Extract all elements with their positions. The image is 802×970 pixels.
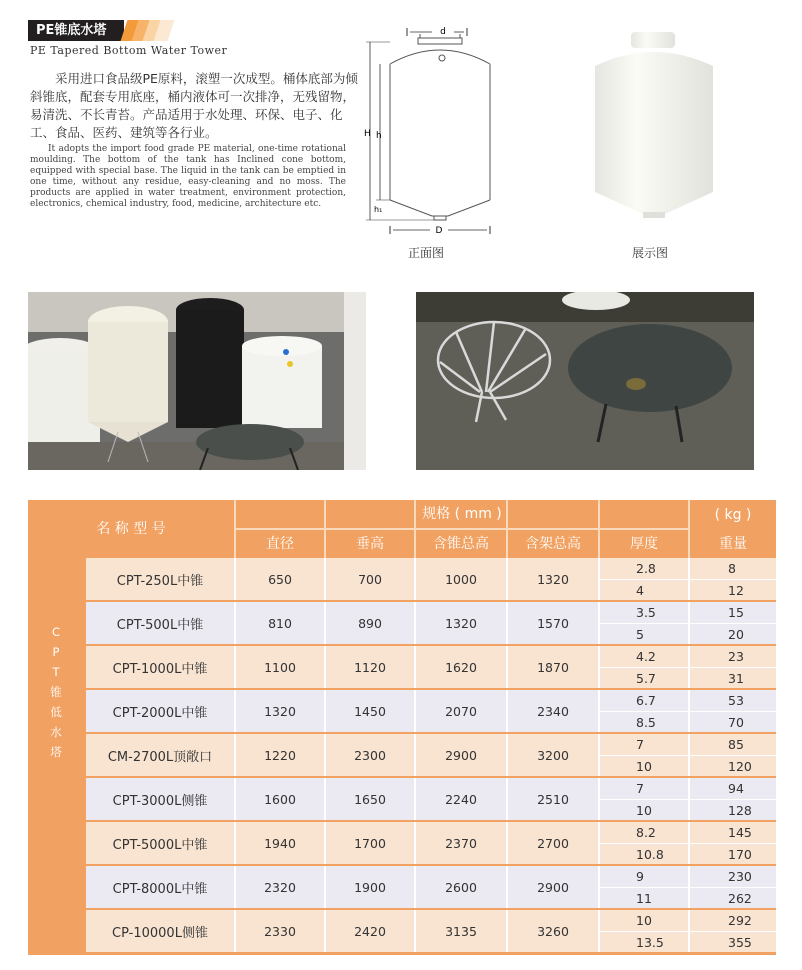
spec-cell: 2070	[445, 703, 477, 719]
cell-divider	[414, 822, 416, 864]
cell-divider	[598, 866, 600, 908]
spec-cell: 1450	[354, 703, 386, 719]
cell-divider	[688, 690, 690, 732]
cell-divider	[234, 690, 236, 732]
weight-cell: 262	[728, 891, 752, 906]
spec-cell: 1100	[264, 659, 296, 675]
spec-cell: 1220	[264, 747, 296, 763]
header-divider	[234, 528, 688, 530]
spec-cell: 2240	[445, 791, 477, 807]
cell-divider	[688, 910, 690, 952]
cell-divider	[414, 558, 416, 600]
cell-divider	[324, 558, 326, 600]
weight-cell: 230	[728, 869, 752, 884]
cell-divider	[688, 558, 690, 600]
series-label-char: C	[51, 625, 61, 639]
thickness-cell: 8.5	[636, 715, 656, 730]
weight-cell: 53	[728, 693, 744, 708]
column-header: 厚度	[630, 536, 658, 552]
cell-divider	[324, 910, 326, 952]
cone-base-photo	[416, 292, 754, 470]
spec-cell: 2420	[354, 923, 386, 939]
cell-divider	[598, 778, 600, 820]
spec-cell: 1940	[264, 835, 296, 851]
model-cell: CPT-1000L中锥	[112, 661, 208, 677]
cell-divider	[506, 866, 508, 908]
weight-cell: 70	[728, 715, 744, 730]
thickness-cell: 4	[636, 583, 644, 598]
spec-cell: 2700	[537, 835, 569, 851]
cell-divider	[414, 602, 416, 644]
cell-divider	[688, 734, 690, 776]
thickness-cell: 10	[636, 759, 652, 774]
front-view-caption: 正面图	[408, 246, 445, 260]
cell-divider	[414, 690, 416, 732]
thickness-cell: 2.8	[636, 561, 656, 576]
cell-divider	[506, 822, 508, 864]
column-header: 含锥总高	[433, 536, 489, 552]
spec-cell: 1000	[445, 571, 477, 587]
spec-cell: 2510	[537, 791, 569, 807]
spec-cell: 1900	[354, 879, 386, 895]
thickness-cell: 10	[636, 913, 652, 928]
model-cell: CPT-5000L中锥	[112, 837, 208, 853]
cell-divider	[414, 910, 416, 952]
cell-divider	[324, 602, 326, 644]
weight-cell: 145	[728, 825, 752, 840]
label-h1: h₁	[374, 205, 383, 214]
thickness-cell: 9	[636, 869, 644, 884]
spec-cell: 2300	[354, 747, 386, 763]
weight-cell: 12	[728, 583, 744, 598]
weight-cell: 23	[728, 649, 744, 664]
weight-cell: 20	[728, 627, 744, 642]
model-cell: CM-2700L顶敞口	[107, 749, 213, 765]
cell-divider	[688, 866, 690, 908]
cell-divider	[324, 866, 326, 908]
spec-cell: 3200	[537, 747, 569, 763]
series-label-char: P	[52, 645, 60, 659]
thickness-cell: 10.8	[636, 847, 664, 862]
weight-cell: 8	[728, 561, 736, 576]
model-cell: CPT-3000L侧锥	[112, 793, 208, 809]
label-d: d	[440, 27, 446, 37]
description-en: It adopts the import food grade PE material, one-time rotational moulding. The bottom of the tank has Inclined cone bottom, equipped with special base. The liquid in the tank can be emptied in one time, without any residue, easy-cleaning and no moss. The products are applied in water treatment, environment protection, electronics, chemical industry, food, medicine, architecture etc.	[30, 144, 346, 209]
thickness-cell: 4.2	[636, 649, 656, 664]
cell-divider	[324, 646, 326, 688]
description-cn: 采用进口食品级PE原料，滚塑一次成型。桶体底部为倾斜锥底，配套专用底座，桶内液体可一次排净，无残留物，易清洗、不长青苔。产品适用于水处理、环保、电子、化工、食品、医药、建筑等各行业。	[30, 71, 358, 140]
spec-cell: 1120	[354, 659, 386, 675]
warehouse-photo	[28, 292, 366, 470]
cell-divider	[598, 558, 600, 600]
cell-divider	[506, 602, 508, 644]
thickness-cell: 5.7	[636, 671, 656, 686]
cell-divider	[598, 910, 600, 952]
display-render	[585, 24, 725, 224]
weight-cell: 15	[728, 605, 744, 620]
column-header: 直径	[266, 536, 294, 552]
thickness-cell: 7	[636, 737, 644, 752]
spec-cell: 1570	[537, 615, 569, 631]
cell-divider	[234, 910, 236, 952]
spec-cell: 2320	[264, 879, 296, 895]
cell-divider	[234, 778, 236, 820]
name-header: 名 称 型 号	[96, 521, 166, 537]
spec-cell: 2340	[537, 703, 569, 719]
cell-divider	[414, 866, 416, 908]
spec-cell: 1870	[537, 659, 569, 675]
series-label-char: 低	[50, 705, 62, 719]
spec-cell: 890	[358, 615, 382, 631]
series-label-char: 锥	[50, 685, 62, 699]
cell-divider	[598, 602, 600, 644]
model-cell: CP-10000L侧锥	[112, 925, 208, 941]
thickness-cell: 11	[636, 891, 652, 906]
cell-divider	[234, 822, 236, 864]
column-header: 含架总高	[525, 536, 581, 552]
header-divider	[688, 500, 690, 558]
cell-divider	[234, 558, 236, 600]
page-subtitle: PE Tapered Bottom Water Tower	[30, 44, 228, 57]
cell-divider	[234, 646, 236, 688]
model-cell: CPT-500L中锥	[116, 617, 204, 633]
cell-divider	[506, 734, 508, 776]
model-cell: CPT-2000L中锥	[112, 705, 208, 721]
series-label-char: 水	[50, 725, 62, 739]
cell-divider	[688, 822, 690, 864]
weight-cell: 355	[728, 935, 752, 950]
series-label-char: T	[52, 665, 60, 679]
spec-cell: 2900	[537, 879, 569, 895]
spec-cell: 810	[268, 615, 292, 631]
cell-divider	[688, 602, 690, 644]
spec-header: 规格 ( mm )	[422, 506, 502, 522]
cell-divider	[324, 778, 326, 820]
cell-divider	[506, 646, 508, 688]
spec-cell: 1700	[354, 835, 386, 851]
cell-divider	[324, 690, 326, 732]
weight-cell: 85	[728, 737, 744, 752]
weight-cell: 31	[728, 671, 744, 686]
cell-divider	[506, 690, 508, 732]
front-view-diagram	[360, 20, 510, 240]
cell-divider	[324, 734, 326, 776]
model-cell: CPT-250L中锥	[116, 573, 204, 589]
spec-cell: 2600	[445, 879, 477, 895]
weight-cell: 120	[728, 759, 752, 774]
thickness-cell: 3.5	[636, 605, 656, 620]
series-label	[28, 622, 84, 762]
spec-cell: 1320	[537, 571, 569, 587]
display-caption: 展示图	[632, 246, 669, 260]
cell-divider	[688, 646, 690, 688]
weight-cell: 94	[728, 781, 744, 796]
weight-cell: 170	[728, 847, 752, 862]
cell-divider	[688, 778, 690, 820]
spec-cell: 1600	[264, 791, 296, 807]
spec-cell: 1320	[445, 615, 477, 631]
thickness-cell: 8.2	[636, 825, 656, 840]
thickness-cell: 6.7	[636, 693, 656, 708]
thickness-cell: 5	[636, 627, 644, 642]
cell-divider	[598, 690, 600, 732]
column-header: 重量	[719, 536, 747, 552]
page-title: PE锥底水塔	[28, 20, 124, 41]
spec-cell: 1650	[354, 791, 386, 807]
cell-divider	[234, 602, 236, 644]
kg-header: ( kg )	[714, 507, 752, 523]
weight-cell: 128	[728, 803, 752, 818]
cell-divider	[234, 734, 236, 776]
cell-divider	[598, 646, 600, 688]
cell-divider	[414, 778, 416, 820]
cell-divider	[324, 822, 326, 864]
thickness-cell: 7	[636, 781, 644, 796]
thickness-cell: 10	[636, 803, 652, 818]
cell-divider	[506, 778, 508, 820]
spec-cell: 700	[358, 571, 382, 587]
weight-cell: 292	[728, 913, 752, 928]
spec-cell: 650	[268, 571, 292, 587]
label-h: h	[376, 131, 382, 141]
cell-divider	[598, 734, 600, 776]
cell-divider	[506, 910, 508, 952]
cell-divider	[598, 822, 600, 864]
cell-divider	[414, 734, 416, 776]
spec-cell: 2370	[445, 835, 477, 851]
label-D: D	[435, 226, 443, 236]
cell-divider	[414, 646, 416, 688]
series-label-char: 塔	[50, 745, 62, 759]
spec-cell: 3260	[537, 923, 569, 939]
spec-cell: 1620	[445, 659, 477, 675]
column-header: 垂高	[356, 536, 384, 552]
spec-cell: 2900	[445, 747, 477, 763]
spec-cell: 1320	[264, 703, 296, 719]
model-cell: CPT-8000L中锥	[112, 881, 208, 897]
spec-cell: 3135	[445, 923, 477, 939]
cell-divider	[234, 866, 236, 908]
cell-divider	[506, 558, 508, 600]
label-H: H	[364, 129, 371, 139]
thickness-cell: 13.5	[636, 935, 664, 950]
spec-cell: 2330	[264, 923, 296, 939]
